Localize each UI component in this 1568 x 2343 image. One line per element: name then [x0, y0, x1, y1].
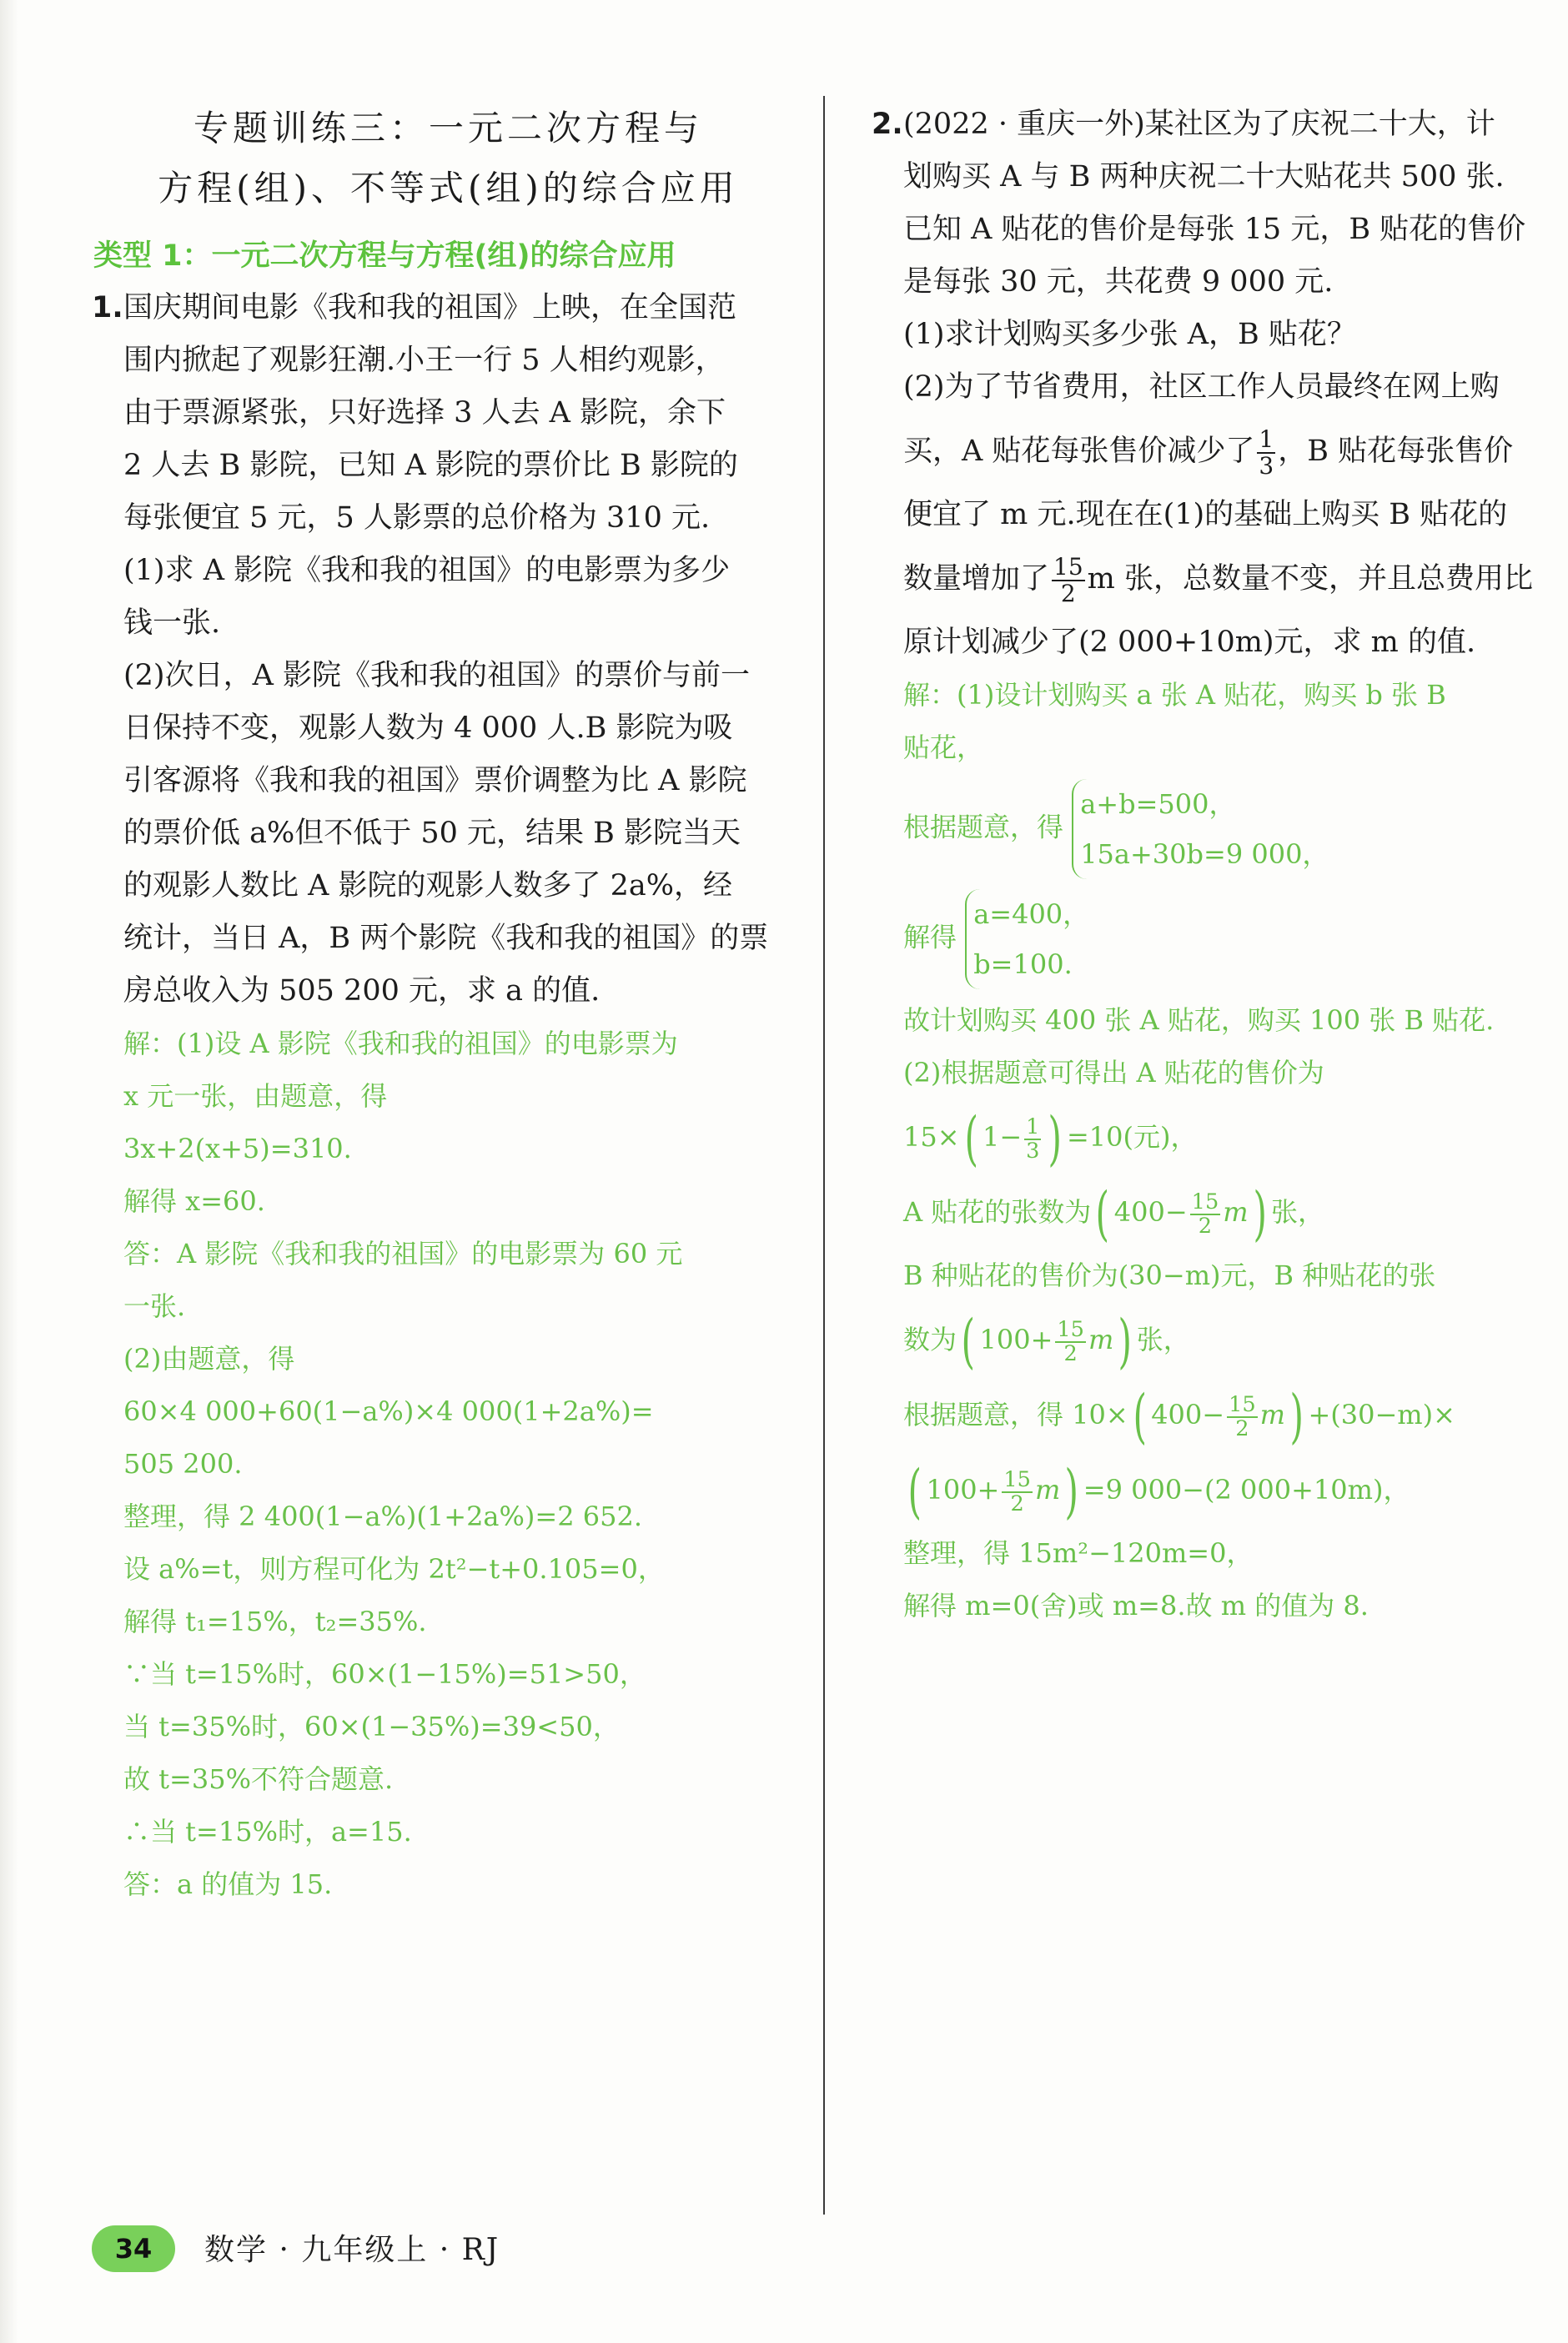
question-line: 围内掀起了观影狂潮.小王一行 5 人相约观影， [123, 344, 725, 377]
question-line: (1)求计划购买多少张 A，B 贴花？ [903, 318, 1356, 351]
answer-1 [92, 1018, 805, 1911]
answer-line: 设 a%=t，则方程可化为 2t²−t+0.105=0， [123, 1553, 665, 1585]
equation-system: 解得 a=400， b=100. [903, 884, 1555, 994]
question-line: (2)为了节省费用，社区工作人员最终在网上购 [903, 370, 1500, 404]
page-title [92, 98, 805, 219]
question-number: 1. [92, 291, 123, 324]
answer-line: 解：(1)设计划购买 a 张 A 贴花，购买 b 张 B [903, 679, 1446, 711]
system-brace: a=400， b=100. [965, 889, 1089, 989]
question-line: 日保持不变，观影人数为 4 000 人.B 影院为吸 [123, 711, 733, 745]
fraction: $\frac{15}{2}$ [1053, 553, 1083, 607]
answer-line: ∴当 t=15%时，a=15. [123, 1816, 412, 1848]
question-2 [872, 98, 1555, 669]
answer-line: 505 200. [123, 1448, 243, 1480]
question-line: 房总收入为 505 200 元，求 a 的值. [123, 974, 601, 1008]
system-brace: a+b=500， 15a+30b=9 000， [1072, 779, 1329, 879]
answer-line: 根据题意，得 10×( 400− $\frac{15}{2}$ m) +(30−m)× [903, 1382, 1455, 1451]
answer-2 [872, 669, 1555, 1632]
title-line-2: 方程(组)、不等式(组)的综合应用 [158, 168, 739, 209]
question-line: 数量增加了 $\frac{15}{2}$ m 张，总数量不变，并且总费用比 [903, 553, 1533, 607]
question-line: (1)求 A 影院《我和我的祖国》的电影票为多少 [123, 554, 731, 587]
question-line: 每张便宜 5 元，5 人影票的总价格为 310 元. [123, 501, 711, 535]
fraction: $\frac{15}{2}$ [1057, 1316, 1084, 1366]
answer-line: ( 100+ $\frac{15}{2}$ m) =9 000−(2 000+10m)， [907, 1457, 1410, 1526]
question-line: 由于票源紧张，只好选择 3 人去 A 影院，余下 [123, 396, 726, 430]
question-line: 买，A 贴花每张售价减少了 $\frac{1}{3}$ ，B 贴花每张售价 [903, 425, 1514, 480]
answer-line: 答：A 影院《我和我的祖国》的电影票为 60 元 [123, 1238, 683, 1270]
answer-line: ∵当 t=15%时，60×(1−15%)=51>50， [123, 1658, 646, 1690]
fraction: $\frac{1}{3}$ [1259, 425, 1274, 480]
question-line: 的票价低 a%但不低于 50 元，结果 B 影院当天 [123, 817, 741, 850]
page-edge-shadow [0, 0, 18, 2343]
question-line: 2.(2022 · 重庆一外)某社区为了庆祝二十大，计 [872, 98, 1555, 151]
equation-system: 根据题意，得 a+b=500， 15a+30b=9 000， [903, 774, 1555, 884]
answer-line: B 种贴花的售价为(30−m)元，B 种贴花的张 [903, 1259, 1436, 1291]
answer-line: 解得 m=0(舍)或 m=8.故 m 的值为 8. [903, 1590, 1369, 1621]
question-line: 钱一张. [123, 606, 221, 640]
question-line: 已知 A 贴花的售价是每张 15 元，B 贴花的售价 [903, 213, 1526, 246]
fraction: $\frac{15}{2}$ [1229, 1391, 1256, 1441]
fraction: $\frac{15}{2}$ [1191, 1189, 1219, 1239]
question-line: 便宜了 m 元.现在在(1)的基础上购买 B 贴花的 [903, 498, 1508, 531]
answer-line: 当 t=35%时，60×(1−35%)=39<50， [123, 1711, 620, 1742]
answer-line: (2)根据题意可得出 A 贴花的售价为 [903, 1057, 1324, 1089]
answer-line: 答：a 的值为 15. [123, 1868, 333, 1900]
answer-line: 整理，得 2 400(1−a%)(1+2a%)=2 652. [123, 1501, 642, 1532]
answer-line: 解得 t₁=15%，t₂=35%. [123, 1606, 427, 1637]
answer-line: 一张. [123, 1290, 186, 1322]
question-line: (2)次日，A 影院《我和我的祖国》的票价与前一 [123, 659, 750, 692]
answer-line: 贴花， [903, 732, 984, 763]
answer-line: 60×4 000+60(1−a%)×4 000(1+2a%)= [123, 1395, 654, 1427]
question-line: 引客源将《我和我的祖国》票价调整为比 A 影院 [123, 764, 747, 797]
book-info: 数学 · 九年级上 · RJ [204, 2233, 500, 2267]
fraction: $\frac{15}{2}$ [1003, 1466, 1031, 1516]
answer-line: 数为( 100+ $\frac{15}{2}$ m) 张， [903, 1307, 1190, 1376]
answer-line: 解：(1)设 A 影院《我和我的祖国》的电影票为 [123, 1028, 678, 1059]
question-number: 2. [872, 108, 903, 141]
question-line: 2 人去 B 影院，已知 A 影院的票价比 B 影院的 [123, 449, 738, 482]
right-column [872, 98, 1555, 1632]
question-line: 1.国庆期间电影《我和我的祖国》上映，在全国范 [92, 282, 805, 334]
question-line: 是每张 30 元，共花费 9 000 元. [903, 265, 1334, 299]
fraction: $\frac{1}{3}$ [1026, 1114, 1040, 1164]
answer-line: x 元一张，由题意，得 [123, 1080, 388, 1112]
question-1 [92, 282, 805, 1018]
question-line: 原计划减少了(2 000+10m)元，求 m 的值. [903, 626, 1476, 659]
answer-line: 故计划购买 400 张 A 贴花，购买 100 张 B 贴花. [903, 1004, 1495, 1036]
answer-line: 3x+2(x+5)=310. [123, 1133, 352, 1164]
answer-line: 故 t=35%不符合题意. [123, 1763, 394, 1795]
title-line-1: 专题训练三：一元二次方程与 [193, 108, 703, 148]
column-divider [823, 96, 825, 2215]
answer-line: A 贴花的张数为( 400− $\frac{15}{2}$ m) 张， [903, 1179, 1325, 1249]
question-line: 统计，当日 A，B 两个影院《我和我的祖国》的票 [123, 922, 769, 955]
section-heading: 类型 1：一元二次方程与方程(组)的综合应用 [93, 239, 676, 273]
answer-line: 解得 x=60. [123, 1185, 265, 1217]
answer-line: 整理，得 15m²−120m=0， [903, 1537, 1254, 1569]
left-column [92, 98, 805, 1911]
answer-line: 15×( 1− $\frac{1}{3}$ ) =10(元)， [903, 1104, 1198, 1174]
page-number-badge: 34 [92, 2225, 175, 2272]
question-line: 划购买 A 与 B 两种庆祝二十大贴花共 500 张. [903, 160, 1505, 194]
question-line: 的观影人数比 A 影院的观影人数多了 2a%，经 [123, 869, 733, 903]
answer-line: (2)由题意，得 [123, 1343, 295, 1375]
